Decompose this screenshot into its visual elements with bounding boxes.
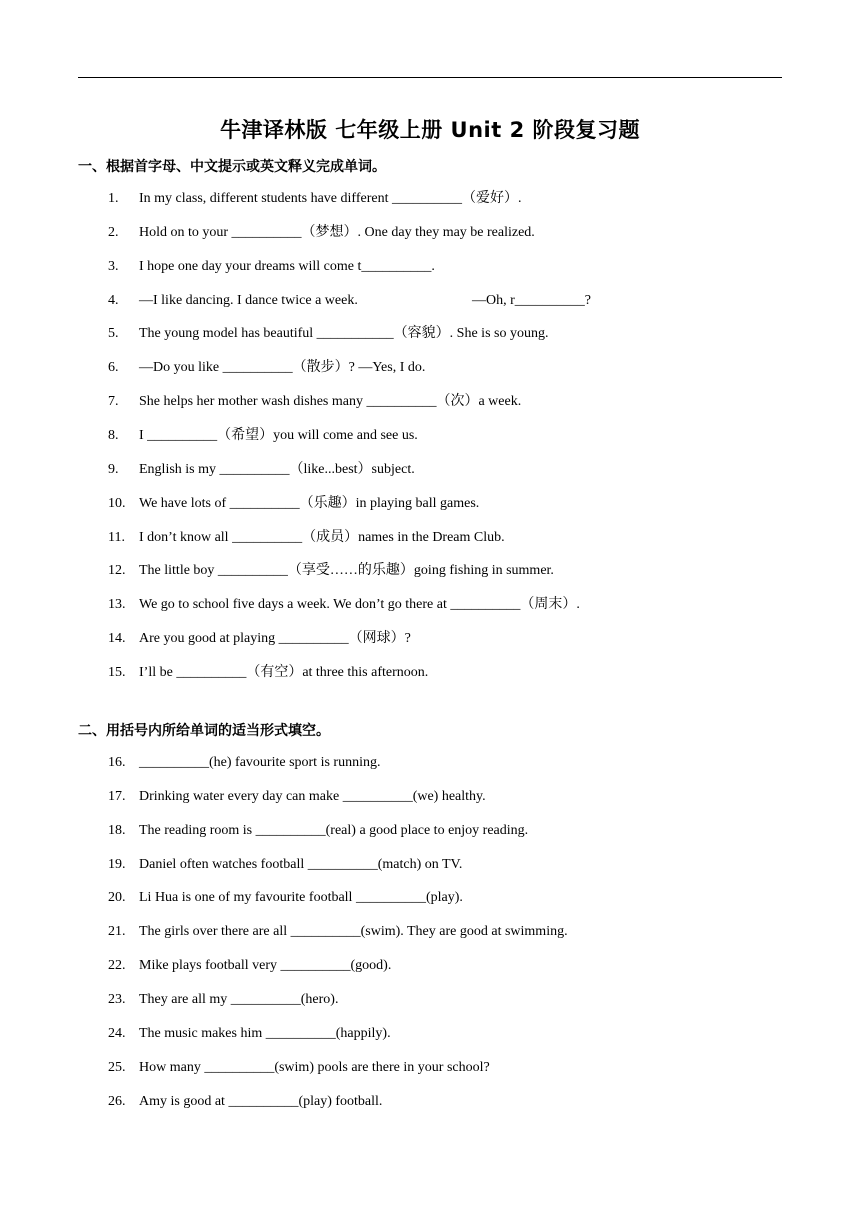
question-item [0,662,860,684]
question-item [0,594,860,616]
question-number: 4. [108,292,119,308]
question-text: —I like dancing. I dance twice a week. [139,292,358,308]
question-number: 5. [108,326,119,342]
question-text: The little boy __________（享受……的乐趣）going fishing in summer. [139,563,554,579]
question-item [0,222,860,244]
question-item [0,628,860,650]
header-rule [78,77,782,78]
question-number: 24. [108,1025,126,1041]
question-item [0,425,860,447]
question-text: Are you good at playing __________（网球）? [139,631,411,647]
question-item [0,188,860,210]
question-item [0,854,860,876]
question-text: Amy is good at __________(play) football. [139,1093,383,1109]
question-text: She helps her mother wash dishes many __________（次）a week. [139,394,522,410]
question-number: 1. [108,191,119,206]
question-item [0,820,860,842]
question-number: 2. [108,224,119,240]
question-item [0,955,860,977]
question-number: 15. [108,664,126,680]
question-number: 9. [108,461,119,477]
question-text: Mike plays football very __________(good). [139,958,392,974]
section-2-heading: 二、用括号内所给单词的适当形式填空。 [78,723,330,739]
question-number: 17. [108,788,126,804]
question-item [0,323,860,345]
question-item [0,357,860,379]
question-number: 21. [108,924,126,940]
question-text: I hope one day your dreams will come t__________. [139,258,435,274]
question-number: 12. [108,563,126,579]
question-item [0,256,860,278]
question-text: —Do you like __________（散步）? —Yes, I do. [139,360,426,376]
question-number: 20. [108,890,126,906]
question-text: The girls over there are all __________(swim). They are good at swimming. [139,924,568,940]
question-number: 26. [108,1093,126,1109]
question-number: 19. [108,856,126,872]
question-item [0,1023,860,1045]
question-item [0,1057,860,1079]
question-number: 8. [108,427,119,443]
question-text: Drinking water every day can make __________(we) healthy. [139,788,486,804]
question-text: __________(he) favourite sport is running. [139,755,381,770]
question-text: I don’t know all __________（成员）names in the Dream Club. [139,529,505,545]
question-item [0,921,860,943]
question-number: 23. [108,991,126,1007]
question-number: 13. [108,597,126,613]
question-text: Hold on to your __________（梦想）. One day they may be realized. [139,224,535,240]
question-text: I’ll be __________（有空）at three this afternoon. [139,664,429,680]
question-item [0,887,860,909]
question-number: 18. [108,822,126,838]
question-text: The young model has beautiful ___________（容貌）. She is so young. [139,326,549,342]
question-number: 10. [108,495,126,511]
question-number: 3. [108,258,119,274]
question-number: 25. [108,1059,126,1075]
question-text: Daniel often watches football __________(match) on TV. [139,856,463,872]
question-text: English is my __________（like...best）subject. [139,461,415,477]
question-text: In my class, different students have different __________（爱好）. [139,191,522,206]
question-number: 6. [108,360,119,376]
question-text: We go to school five days a week. We don’t go there at __________（周末）. [139,597,580,613]
question-text: Li Hua is one of my favourite football __________(play). [139,890,463,906]
question-text: We have lots of __________（乐趣）in playing ball games. [139,495,480,511]
question-number: 7. [108,394,119,410]
question-item [0,989,860,1011]
question-item [0,527,860,549]
question-reply-text: —Oh, r__________? [472,292,591,308]
question-number: 11. [108,529,125,545]
question-item [0,493,860,515]
question-item [0,290,860,312]
question-text: They are all my __________(hero). [139,991,339,1007]
question-item [0,560,860,582]
question-text: The reading room is __________(real) a good place to enjoy reading. [139,822,529,838]
page-title: 牛津译林版 七年级上册 Unit 2 阶段复习题 [219,118,641,142]
question-text: How many __________(swim) pools are there in your school? [139,1059,490,1075]
question-text: I __________（希望）you will come and see us. [139,427,418,443]
question-item [0,1091,860,1113]
question-item [0,752,860,774]
question-text: The music makes him __________(happily). [139,1025,391,1041]
question-item [0,459,860,481]
section-1-heading: 一、根据首字母、中文提示或英文释义完成单词。 [78,159,386,175]
question-number: 14. [108,631,126,647]
question-item [0,786,860,808]
question-number: 22. [108,958,126,974]
question-item [0,391,860,413]
question-number: 16. [108,755,126,770]
